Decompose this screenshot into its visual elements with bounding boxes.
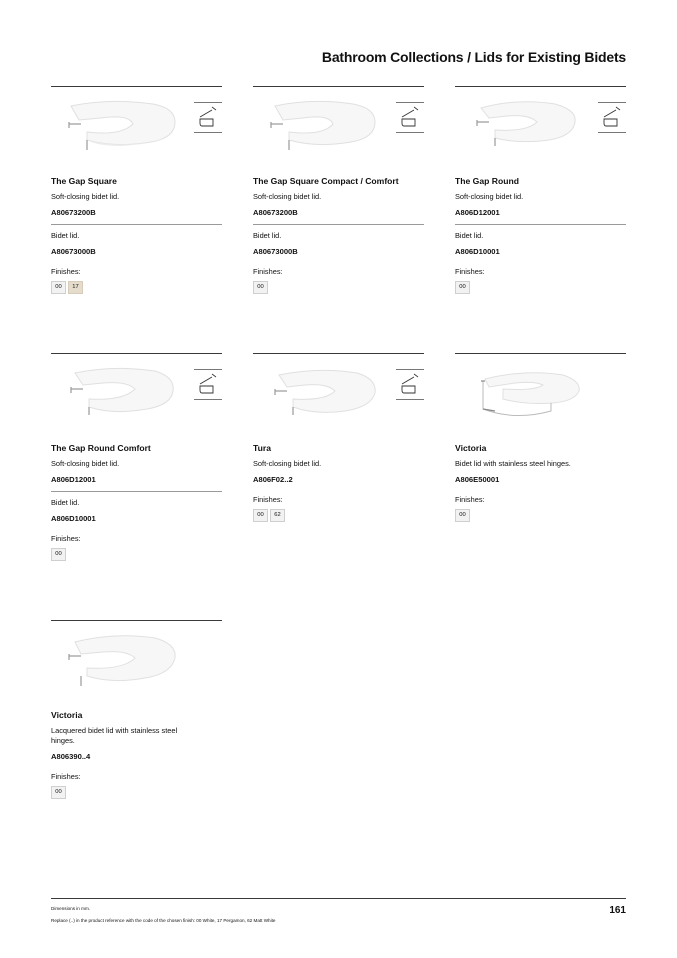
finish-swatches xyxy=(51,548,222,561)
variant-description: Soft-closing bidet lid. xyxy=(253,192,322,201)
lid-icon xyxy=(194,102,222,132)
finish-swatch-00: 00 xyxy=(51,786,66,799)
finishes-label: Finishes: xyxy=(455,495,485,504)
bidet-lid-photo xyxy=(455,92,583,160)
finish-swatches xyxy=(455,509,626,522)
finishes-label: Finishes: xyxy=(51,772,81,781)
finishes-label: Finishes: xyxy=(253,267,283,276)
variant-description: Soft-closing bidet lid. xyxy=(51,459,120,468)
divider-line xyxy=(455,353,626,354)
variant-description: Lacquered bidet lid with stainless steel hinges. xyxy=(51,726,178,745)
finish-swatch-00: 00 xyxy=(51,548,66,561)
product-reference: A80673200B xyxy=(51,208,96,217)
divider-line xyxy=(455,86,626,87)
product-name: The Gap Round xyxy=(455,176,519,186)
product-name: The Gap Round Comfort xyxy=(51,443,151,453)
bidet-lid-photo xyxy=(51,92,179,160)
product-reference: A806D12001 xyxy=(455,208,500,217)
product-reference: A80673000B xyxy=(51,247,96,256)
bidet-lid-photo xyxy=(51,626,179,694)
page-title: Bathroom Collections / Lids for Existing Bidets xyxy=(321,49,626,65)
finish-swatches xyxy=(253,281,424,294)
variant-description: Soft-closing bidet lid. xyxy=(455,192,524,201)
variant-description: Soft-closing bidet lid. xyxy=(51,192,120,201)
variant-divider xyxy=(51,491,222,492)
finish-swatches xyxy=(455,281,626,294)
product-name: The Gap Square xyxy=(51,176,117,186)
divider-line xyxy=(253,86,424,87)
finishes-label: Finishes: xyxy=(51,267,81,276)
lid-icon xyxy=(598,102,626,132)
footnote-finish-codes: Replace (..) in the product reference with the code of the chosen finish: 00 White, 17 Pergamon, 62 Matt White xyxy=(51,918,276,923)
bidet-lid-photo xyxy=(253,92,381,160)
variant-description: Bidet lid. xyxy=(455,231,484,240)
lid-icon xyxy=(396,369,424,399)
footnote-dimensions: Dimensions in mm. xyxy=(51,906,91,911)
finish-swatch-00: 00 xyxy=(253,509,268,522)
product-name: The Gap Square Compact / Comfort xyxy=(253,176,399,186)
finishes-label: Finishes: xyxy=(455,267,485,276)
lid-icon xyxy=(396,102,424,132)
finish-swatch-00: 00 xyxy=(455,509,470,522)
product-reference: A806D10001 xyxy=(51,514,96,523)
product-reference: A806E50001 xyxy=(455,475,500,484)
product-name: Victoria xyxy=(51,710,83,720)
variant-description: Bidet lid. xyxy=(51,231,80,240)
divider-line xyxy=(51,353,222,354)
finish-swatch-00: 00 xyxy=(455,281,470,294)
product-reference: A806390..4 xyxy=(51,752,91,761)
finish-swatch-00: 00 xyxy=(51,281,66,294)
finish-swatches xyxy=(51,786,222,799)
product-name: Victoria xyxy=(455,443,487,453)
product-reference: A806D10001 xyxy=(455,247,500,256)
product-name: Tura xyxy=(253,443,271,453)
finish-swatch-00: 00 xyxy=(253,281,268,294)
finish-swatches xyxy=(253,509,424,522)
variant-divider xyxy=(455,224,626,225)
divider-line xyxy=(253,353,424,354)
page-number: 161 xyxy=(609,905,626,916)
finish-swatches xyxy=(51,281,222,294)
variant-description: Bidet lid. xyxy=(253,231,282,240)
product-reference: A806D12001 xyxy=(51,475,96,484)
variant-divider xyxy=(253,224,424,225)
variant-description: Bidet lid with stainless steel hinges. xyxy=(455,459,571,468)
bidet-lid-photo xyxy=(51,359,179,427)
footer-divider xyxy=(51,898,626,899)
finishes-label: Finishes: xyxy=(253,495,283,504)
divider-line xyxy=(51,620,222,621)
finish-swatch-62: 62 xyxy=(270,509,285,522)
product-reference: A80673000B xyxy=(253,247,298,256)
product-reference: A80673200B xyxy=(253,208,298,217)
divider-line xyxy=(51,86,222,87)
lid-icon xyxy=(194,369,222,399)
finishes-label: Finishes: xyxy=(51,534,81,543)
variant-description: Soft-closing bidet lid. xyxy=(253,459,322,468)
finish-swatch-17: 17 xyxy=(68,281,83,294)
bidet-lid-photo xyxy=(455,359,583,427)
bidet-lid-photo xyxy=(253,359,381,427)
product-reference: A806F02..2 xyxy=(253,475,293,484)
variant-divider xyxy=(51,224,222,225)
variant-description: Bidet lid. xyxy=(51,498,80,507)
